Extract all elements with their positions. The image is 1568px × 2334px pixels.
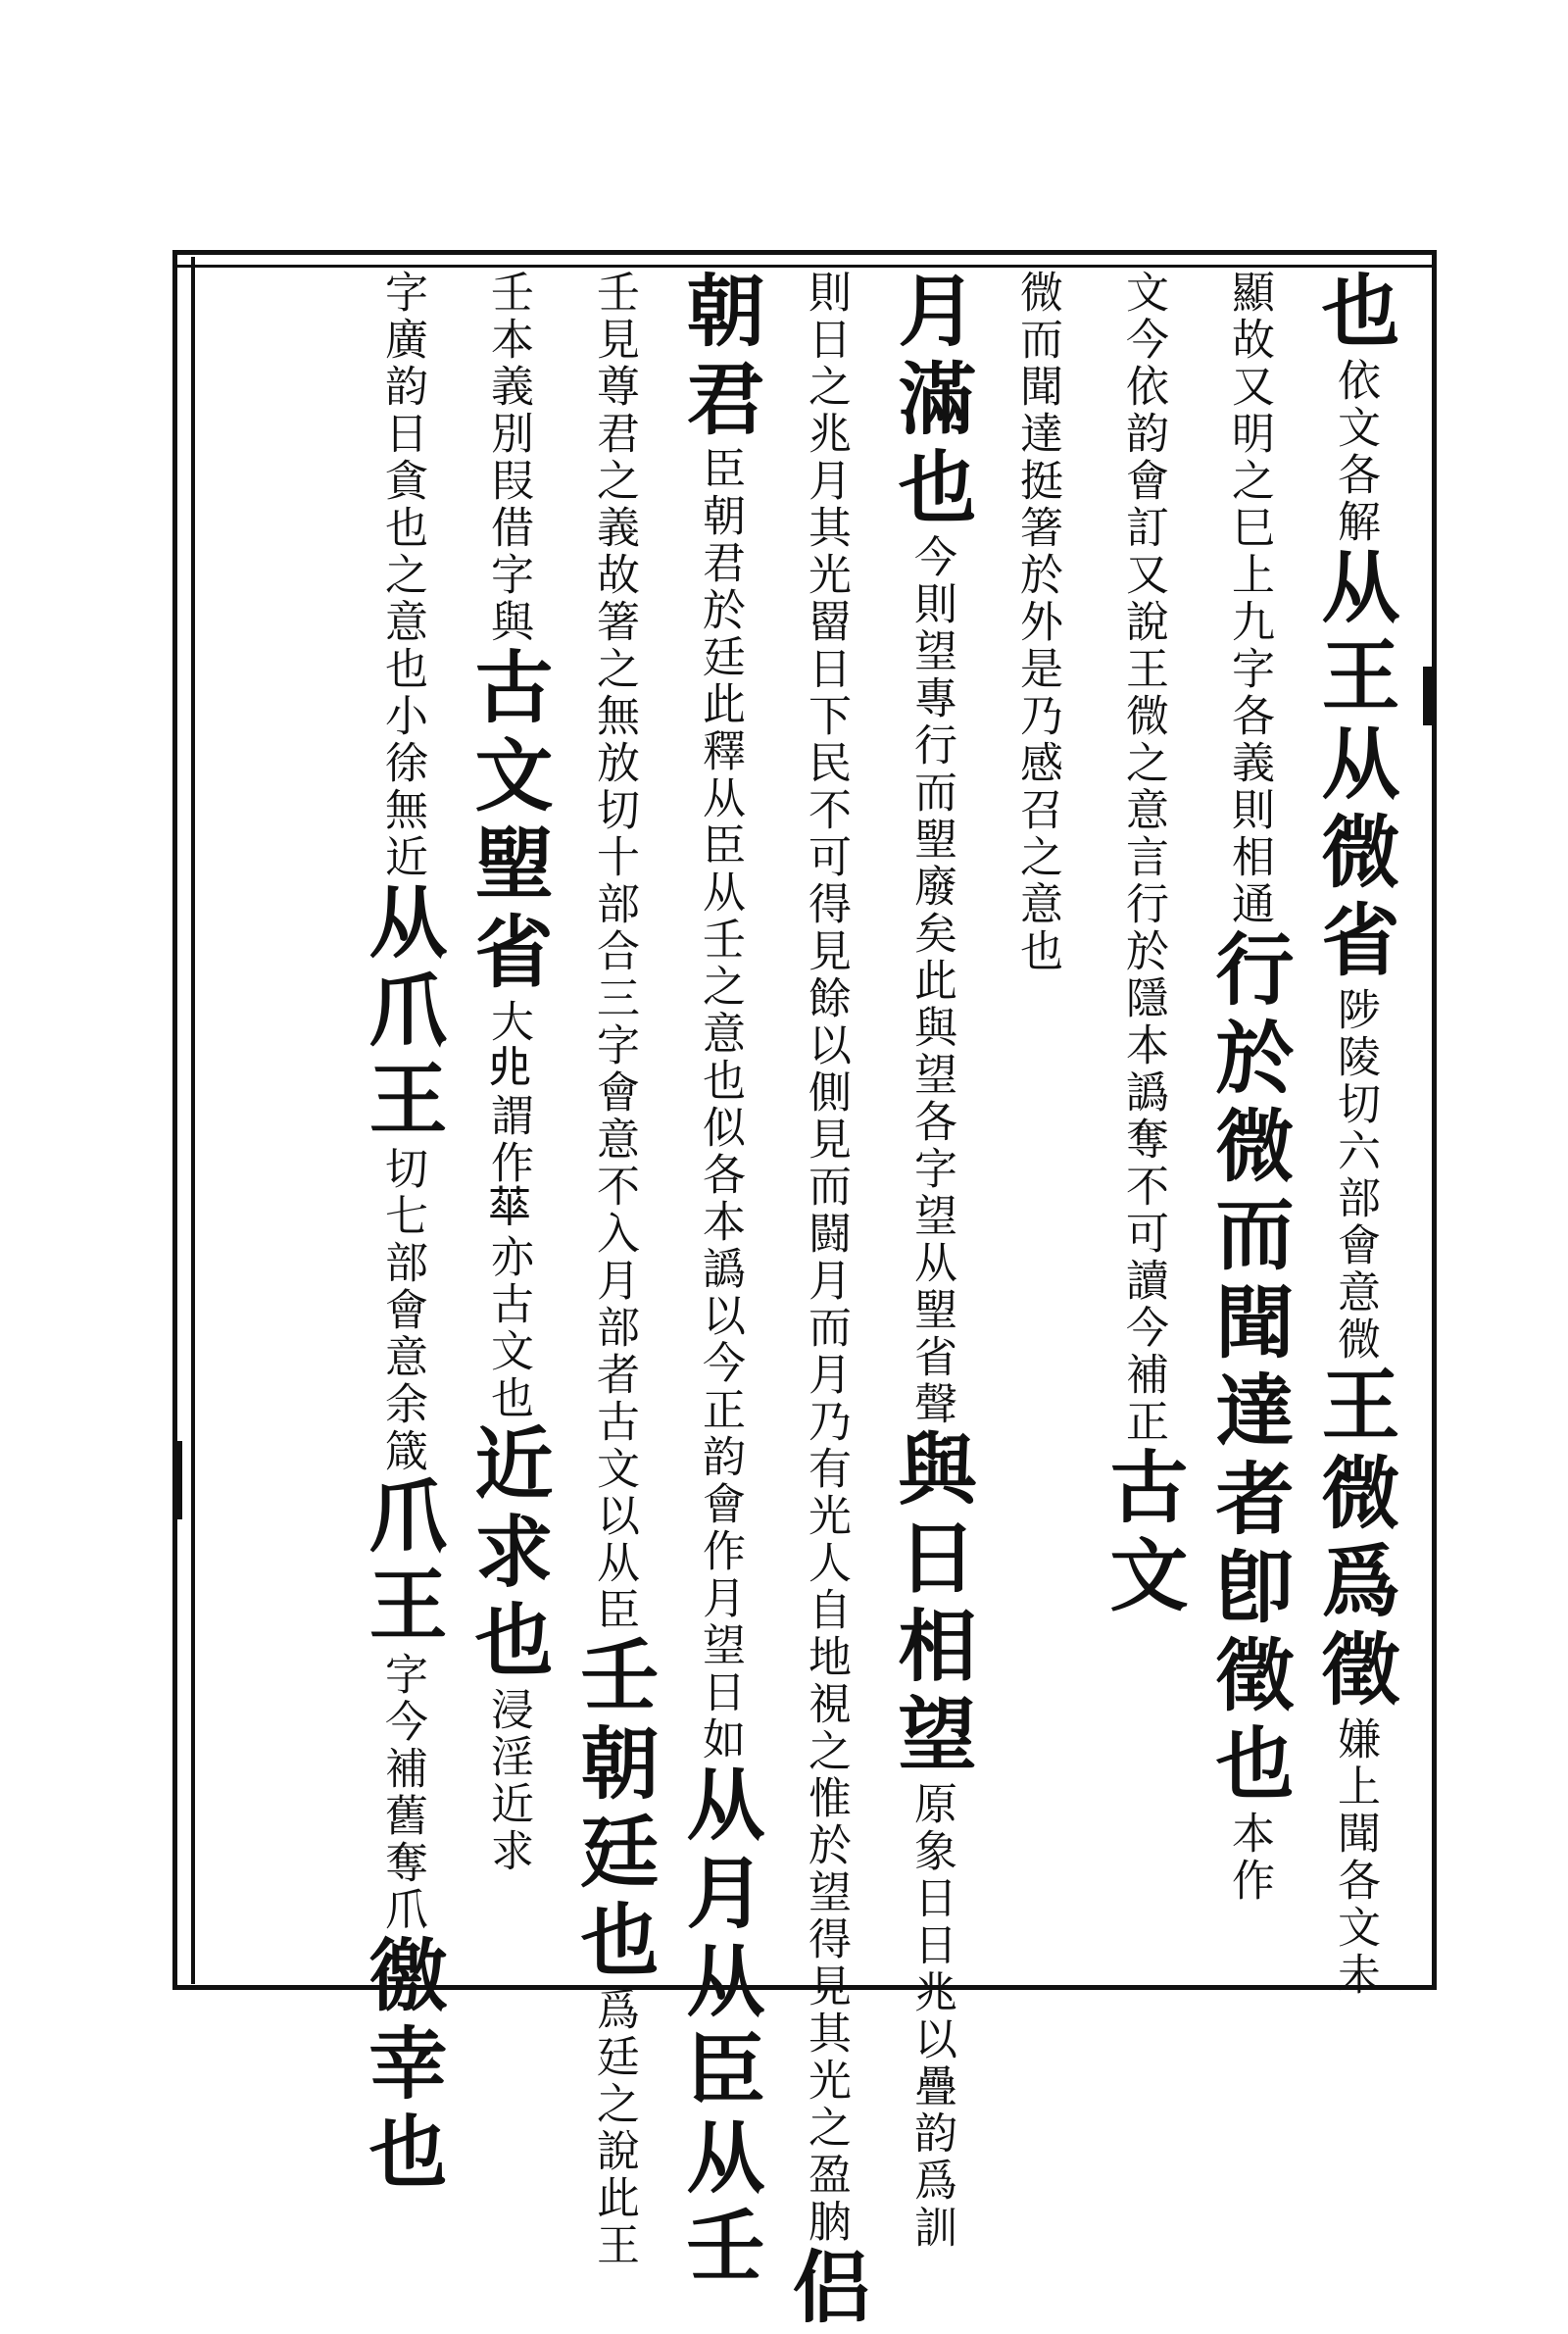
commentary-right: 說此王 xyxy=(589,2128,639,2269)
main-text: 月滿也 xyxy=(885,270,977,534)
commentary-right: 本譌奪不可讀今補正 xyxy=(1118,1022,1168,1446)
commentary-right: 微而聞達挺箸於外是乃感召之意也 xyxy=(1012,270,1062,975)
commentary-right: 此與望各字望从朢省聲 xyxy=(906,958,956,1428)
main-text: 古文 xyxy=(1097,1446,1189,1622)
commentary-left: 臣朝君於廷此釋从臣从壬之意也 xyxy=(695,446,745,1105)
commentary xyxy=(907,534,955,1428)
commentary xyxy=(590,1987,637,2269)
commentary xyxy=(1119,270,1166,1446)
main-text: 从王从微省 xyxy=(1308,546,1400,987)
commentary-left: 爲廷之 xyxy=(589,1987,639,2128)
commentary-left: 字廣韵日貪也 xyxy=(377,270,427,552)
commentary xyxy=(1331,987,1378,1364)
main-text: 行於微而聞達者卽徵也 xyxy=(1202,928,1295,1811)
commentary-right: 叚借字與 xyxy=(483,458,533,646)
commentary xyxy=(484,1687,531,1875)
commentary xyxy=(1013,270,1060,975)
commentary-right: 本作 xyxy=(1224,1811,1274,1905)
main-text: 朝君 xyxy=(673,270,765,446)
commentary xyxy=(378,1652,425,1934)
commentary-left: 原象日日兆 xyxy=(906,1781,956,2016)
text-column xyxy=(353,270,451,2199)
commentary-left: 壬見尊君之義故箸之無放切十部 xyxy=(589,270,639,928)
commentary-right: 合三字會意不入月部者古文以从臣 xyxy=(589,928,639,1634)
border-left-rule xyxy=(191,257,195,1984)
text-column xyxy=(459,270,557,1980)
commentary-right: 月而月乃有光人自地視之惟於望得見其光之盈朒 xyxy=(801,1258,851,2246)
commentary-left: 顯故又明之巳上九字各 xyxy=(1224,270,1274,740)
commentary-left: 浸淫 xyxy=(483,1687,533,1781)
commentary-right: 以疊韵爲訓 xyxy=(906,2016,956,2252)
text-column xyxy=(882,270,980,2252)
commentary-right: 聞各文未 xyxy=(1330,1811,1380,1999)
main-text: 古文朢省 xyxy=(462,646,554,999)
commentary xyxy=(378,1146,425,1475)
commentary xyxy=(484,999,531,1422)
commentary-left: 今則望專行而朢廢矣 xyxy=(906,534,956,958)
text-column xyxy=(776,270,874,2334)
commentary-right: 亦古文也 xyxy=(483,1234,533,1422)
commentary-right: 之意也小徐無近 xyxy=(377,552,427,881)
main-text: 壬朝廷也 xyxy=(567,1634,660,1987)
commentary-right: 義則相通 xyxy=(1224,740,1274,928)
commentary xyxy=(590,270,637,1634)
commentary-left: 陟陵切六部 xyxy=(1330,987,1380,1222)
main-text: 王微爲徵 xyxy=(1308,1364,1400,1716)
commentary xyxy=(1331,358,1378,546)
commentary-right: 舊奪爪 xyxy=(377,1793,427,1934)
commentary-left: 則日之兆月其光罶日下民不可得見餘以側見而闘 xyxy=(801,270,851,1258)
commentary xyxy=(1331,1716,1378,1999)
commentary-right: 會意余箴 xyxy=(377,1287,427,1475)
commentary xyxy=(378,270,425,881)
main-text: 近求也 xyxy=(462,1422,554,1687)
text-column xyxy=(670,270,768,2293)
commentary-right: 似各本譌以今正韵會作月望日如 xyxy=(695,1105,745,1763)
commentary xyxy=(1225,270,1272,928)
commentary-left: 壬本義別 xyxy=(483,270,533,458)
border-top-rule xyxy=(172,265,1437,268)
commentary-right: 近求 xyxy=(483,1781,533,1875)
commentary-right: 會意微 xyxy=(1330,1222,1380,1364)
side-mark xyxy=(176,1441,182,1519)
main-text: 爪王 xyxy=(356,1475,448,1652)
commentary xyxy=(1225,1811,1272,1905)
commentary xyxy=(484,270,531,646)
main-text: 徼幸也 xyxy=(356,1934,448,2199)
commentary-left: 嫌上 xyxy=(1330,1716,1380,1811)
commentary xyxy=(907,1781,955,2252)
commentary-left: 大𠑹謂作𦶎 xyxy=(483,999,533,1234)
commentary xyxy=(696,446,743,1763)
fish-tail-mark xyxy=(1423,667,1433,725)
main-text: 从爪王 xyxy=(356,881,448,1146)
commentary-right: 依文各解 xyxy=(1330,358,1380,546)
main-text: 與日相望 xyxy=(885,1428,977,1781)
commentary-left: 文今依韵會訂又說王微之意言行於隱 xyxy=(1118,270,1168,1022)
commentary-left: 切七部 xyxy=(377,1146,427,1287)
commentary-left: 字今補 xyxy=(377,1652,427,1793)
text-column xyxy=(1200,270,1298,1980)
main-text: 侣 xyxy=(779,2246,871,2334)
commentary xyxy=(802,270,849,2246)
text-column xyxy=(988,270,1086,1980)
text-column xyxy=(1305,270,1403,1999)
text-column xyxy=(564,270,662,2269)
text-column xyxy=(1094,270,1192,1980)
main-text: 也 xyxy=(1308,270,1400,358)
main-text: 从月从臣从壬 xyxy=(673,1763,765,2293)
